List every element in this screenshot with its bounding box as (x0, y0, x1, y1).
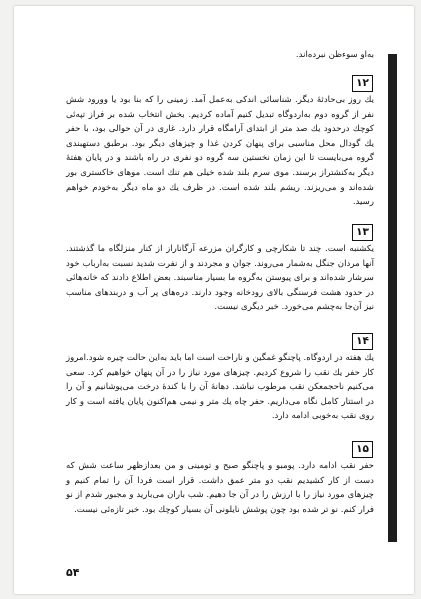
section-text-14: یك هفته در اردوگاه. پاچنگو غمگین و ناراحت است اما باید به‌این حالت چیره شود.امروز کار حفر یك نقب را شروع کردیم. چیزهای مورد نیاز را در آن پنهان خواهیم کرد. سعی می‌کنیم ناحجمعکن نقب مرطوب نباشد. دهانهٔ آن را با کندهٔ درخت می‌پوشانیم و آن را در استتار کامل نگاه می‌داریم. حفر چاه یك متر و نیمی هم‌اکنون پایان یافته است و کار روی نقب به‌خوبی ادامه دارد. (66, 353, 374, 422)
section-number-14: ۱۴ (352, 333, 373, 350)
section-number-13: ۱۳ (352, 224, 373, 241)
opening-line: به‌او سوءظن نبرده‌اند. (295, 50, 374, 60)
decorative-side-bar (388, 54, 397, 542)
section-number-12: ۱۲ (352, 75, 373, 92)
section-number-15: ۱۵ (352, 441, 373, 458)
section-text-12: یك روز بی‌حادثهٔ دیگر. شناسائی اندکی به‌عمل آمد. زمینی را که بنا بود یا وورود شش نفر از گروه دوم به‌اردوگاه تبدیل کنیم آماده کردیم. بخش انتخاب شده بر فراز تپه‌ئی کوچك درحدود یك صد متر از ابتدای آرامگاه قرار دارد. غاری در آن حوالی بود، با حفر یك گودال محل مناسبی برای پنهان کردن غذا و چیزهای دیگر بود. برطبق دستهبندی گروه می‌بایست تا این زمان نخستین سه گروه دو نفری در راه باشند و در پایان هفتهٔ دیگر به‌کنشتراز برسند. موی سرم بلند شده خیلی هم تنك است. موهای خاکستری بور شده‌اند و می‌ریزند. ریشم بلند شده است. در ظرف یك دو ماه دیگر به‌خودم خواهم رسید. (66, 95, 374, 208)
book-page (14, 6, 414, 594)
page-number: ۵۴ (66, 566, 80, 579)
section-text-13: یکشنبه است. چند تا شکارچی و کارگران مزرعه آرگاناراز از کنار منزلگاه ما گذشتند. آنها مردان جنگل به‌شمار می‌روند. جوان و مجردند و از نفرت شدید نسبت به‌ارباب خود سرشار شده‌اند و برای پیوستن به‌گروه ما بسیار مناسبند. بعض اطلاع دادند که خانه‌هائی در حدود هشت فرسنگی بالای رودخانه وجود دارند. دره‌های پر آب و دربندهای مناسب نیز آن‌جا به‌چشم می‌خورد. خبر دیگری نیست. (66, 244, 374, 313)
section-text-15: حفر نقب ادامه دارد. پومبو و پاچنگو صبح و تومینی و من بعدازظهر ساعت شش که دست از کار کشیدیم نقب دو متر عمق داشت. قرار است فردا آن را تمام کنیم و چیزهای مورد نیاز را با ارزش را در آن جا دهیم. شب باران می‌بارید و مجبور شدم از نو فرار کنم. نو تر شده بود چون پوشش نایلونی آن بسیار کوچك بود. خبر تازه‌ئی نیست. (66, 461, 374, 515)
